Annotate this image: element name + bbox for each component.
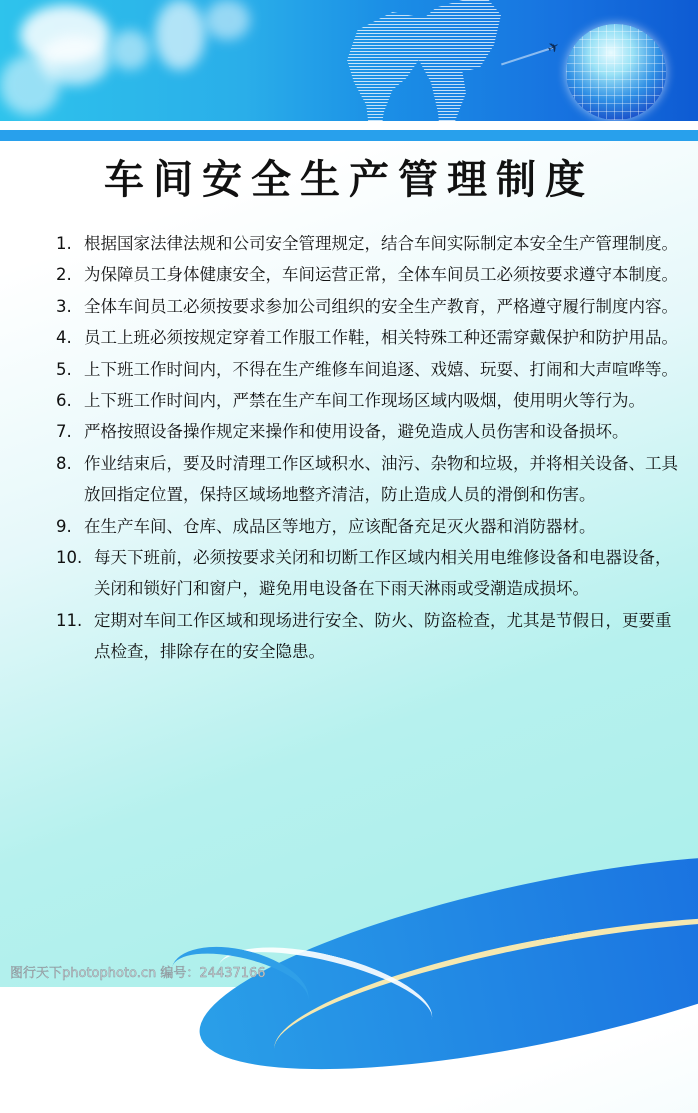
list-item: [0, 259, 698, 290]
globe-icon: [566, 24, 666, 120]
item-text: 定期对车间工作区域和现场进行安全、防火、防盗检查，尤其是节假日，更要重点检查，排除存在的安全隐患。: [94, 610, 672, 662]
page-title: 车间安全生产管理制度: [104, 156, 594, 203]
item-text: 为保障员工身体健康安全，车间运营正常，全体车间员工必须按要求遵守本制度。: [84, 265, 678, 285]
list-item: [0, 322, 698, 353]
watermark: 图行天下photophoto.cn 编号：24437166: [10, 966, 266, 981]
item-number: 8.: [56, 453, 72, 473]
item-text: 上下班工作时间内，严禁在生产车间工作现场区域内吸烟，使用明火等行为。: [84, 391, 645, 411]
header-divider-white: [0, 121, 698, 130]
item-text: 根据国家法律法规和公司安全管理规定，结合车间实际制定本安全生产管理制度。: [84, 234, 678, 253]
item-text: 上下班工作时间内，不得在生产维修车间追逐、戏嬉、玩耍、打闹和大声喧哗等。: [84, 359, 678, 379]
item-text: 员工上班必须按规定穿着工作服工作鞋，相关特殊工种还需穿戴保护和防护用品。: [84, 328, 678, 348]
list-item: [0, 385, 698, 416]
item-number: 11.: [56, 610, 83, 630]
rules-list: [0, 228, 698, 668]
cloud-decoration: [0, 55, 60, 115]
item-text: 全体车间员工必须按要求参加公司组织的安全生产教育，严格遵守履行制度内容。: [84, 296, 678, 316]
header-divider-blue: [0, 130, 698, 141]
list-item: [0, 448, 698, 511]
item-number: 3.: [56, 296, 72, 316]
item-number: 7.: [56, 422, 72, 442]
item-number: 10.: [56, 548, 83, 568]
item-number: 6.: [56, 391, 72, 411]
header-banner: [0, 0, 698, 121]
item-number: 1.: [56, 234, 72, 253]
cloud-decoration: [110, 30, 150, 70]
item-text: 作业结束后，要及时清理工作区域积水、油污、杂物和垃圾，并将相关设备、工具放回指定位置，保持区域场地整齐清洁，防止造成人员的滑倒和伤害。: [84, 453, 678, 505]
item-number: 4.: [56, 328, 72, 348]
list-item: [0, 416, 698, 447]
plane-trail: [501, 47, 554, 66]
item-number: 9.: [56, 516, 72, 536]
list-item: [0, 228, 698, 259]
item-text: 在生产车间、仓库、成品区等地方，应该配备充足灭火器和消防器材。: [84, 516, 596, 536]
list-item: [0, 542, 698, 605]
airplane-icon: ✈: [544, 38, 563, 58]
list-item: [0, 511, 698, 542]
cloud-decoration: [205, 0, 250, 40]
list-item: [0, 291, 698, 322]
item-number: 2.: [56, 265, 72, 285]
item-text: 严格按照设备操作规定来操作和使用设备，避免造成人员伤害和设备损坏。: [84, 422, 629, 442]
list-item: [0, 605, 698, 668]
list-item: [0, 354, 698, 385]
cloud-decoration: [155, 0, 205, 70]
world-map-graphic: [340, 0, 515, 121]
item-number: 5.: [56, 359, 72, 379]
item-text: 每天下班前，必须按要求关闭和切断工作区域内相关用电维修设备和电器设备， 关闭和锁好门和窗户，避免用电设备在下雨天淋雨或受潮造成损坏。: [94, 548, 672, 599]
